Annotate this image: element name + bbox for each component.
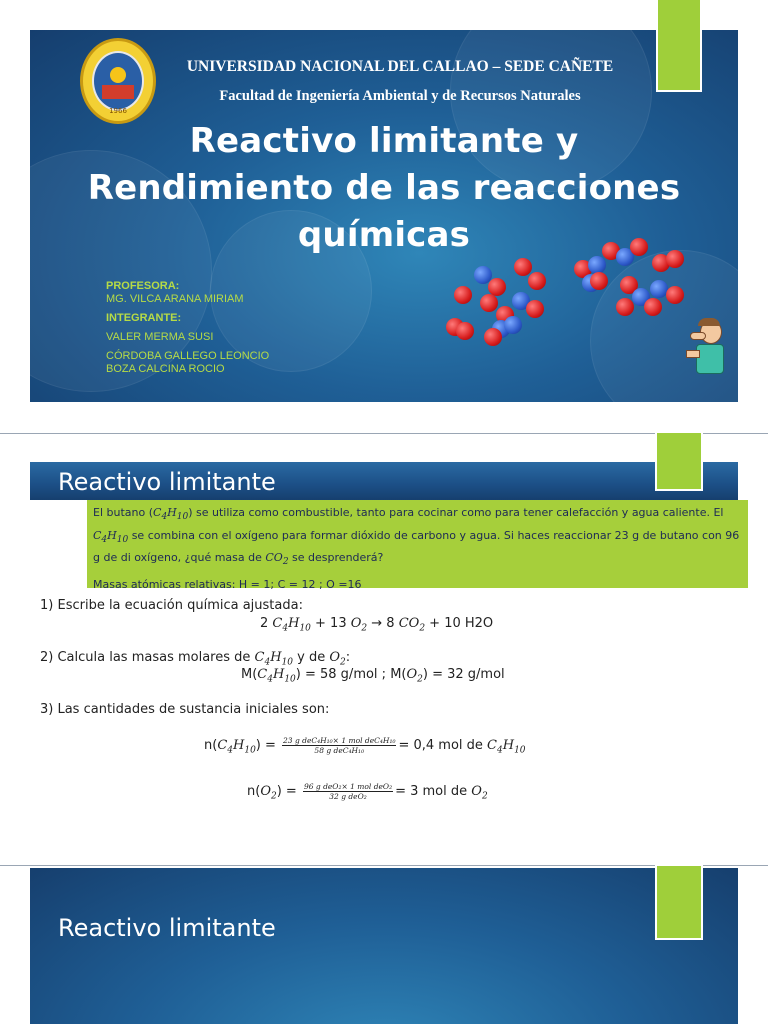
university-seal-icon: 1966 — [80, 38, 156, 124]
problem-text: El butano $(C_4H_{10})$ se utiliza como combustible, tanto para cocinar como para tener calefacción y agua caliente. El $C_4H_{10}$ se combina con el oxígeno para formar dióxido de carbono y agua. Si haces reaccionar 23 g de butano con 96 g de di oxígeno, ¿qué masa de $CO_2$ se desprenderá? — [93, 506, 740, 568]
molar-masses: $M(C_4H_{10}) = 58$ g/mol ; $M(O_2) = 32$ g/mol — [241, 667, 505, 685]
member-name: BOZA CALCINA ROCIO — [106, 363, 225, 375]
professor-label: PROFESORA: — [106, 280, 180, 292]
slide-separator — [0, 433, 768, 434]
problem-statement — [87, 500, 748, 592]
slide-separator — [0, 865, 768, 866]
title-line-3: químicas — [297, 215, 471, 255]
university-name: UNIVERSIDAD NACIONAL DEL CALLAO – SEDE CAÑETE — [186, 58, 614, 75]
title-line-1: Reactivo limitante y — [189, 121, 579, 161]
slide2-title: Reactivo limitante — [58, 468, 276, 496]
oxygen-moles-equation: $n(O_2)$ = $\frac{\text{96 g deO₂× 1 mol deO₂}}{\text{32 g deO₂}}$ = 3 mol de $O_2$ — [247, 782, 488, 802]
members-label: INTEGRANTE: — [106, 312, 182, 324]
step-3: 3) Las cantidades de sustancia iniciales son: — [40, 702, 330, 717]
member-name: VALER MERMA SUSI — [106, 331, 214, 343]
professor-name: MG. VILCA ARANA MIRIAM — [106, 293, 244, 305]
balanced-equation: 2 $C_4H_{10} + 13$ $O_2 \to 8$ $CO_2 + 10$ H2O — [260, 616, 494, 634]
title-slide — [30, 30, 738, 402]
step-1: 1) Escribe la ecuación química ajustada: — [40, 598, 303, 613]
step-2: 2) Calcula las masas molares de $C_4H_{10}$ y de $O_2$: — [40, 650, 351, 668]
slide2-title-band — [30, 462, 738, 500]
presentation-title — [30, 118, 738, 259]
slide3 — [30, 868, 738, 1024]
accent-tab — [655, 864, 703, 940]
cartoon-man-icon — [686, 320, 726, 380]
slide3-title: Reactivo limitante — [58, 914, 276, 942]
accent-tab — [656, 0, 702, 92]
credits-block — [106, 280, 269, 376]
atomic-masses: Masas atómicas relativas: H = 1; C = 12 ; O =16 — [93, 578, 362, 592]
accent-tab — [655, 431, 703, 491]
member-name: CÓRDOBA GALLEGO LEONCIO — [106, 350, 270, 362]
faculty-name: Facultad de Ingeniería Ambiental y de Recursos Naturales — [219, 88, 581, 104]
butane-moles-equation: $n(C_4H_{10})$ = $\frac{\text{23 g deC₄H₁₀× 1 mol deC₄H₁₀}}{\text{58 g deC₄H₁₀}}$ = 0,4 mol de $C_4H_{10}$ — [204, 736, 526, 756]
title-line-2: Rendimiento de las reacciones — [87, 168, 681, 208]
